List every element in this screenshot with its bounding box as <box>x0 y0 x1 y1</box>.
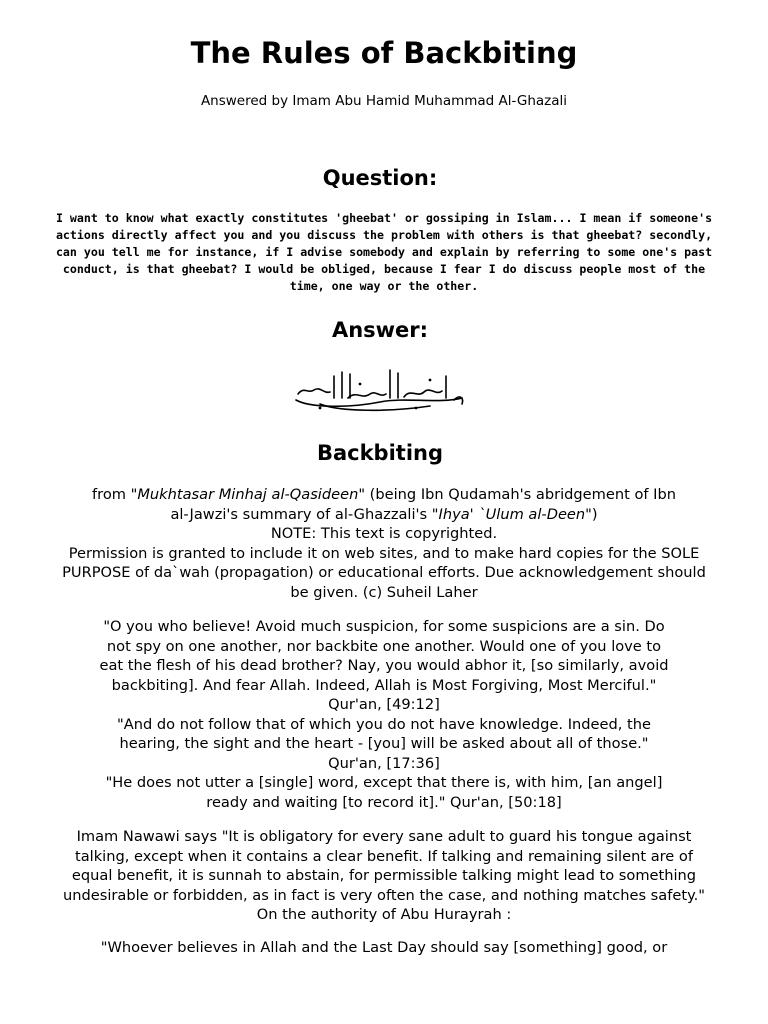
text-span: from " <box>92 486 138 503</box>
copyright-note: NOTE: This text is copyrighted. <box>270 525 498 542</box>
quote-line: "O you who believe! Avoid much suspicion, for some suspicions are a sin. Do <box>103 618 665 635</box>
answer-heading: Answer: <box>331 318 429 342</box>
quote-line: "And do not follow that of which you do not have knowledge. Indeed, the <box>117 715 651 733</box>
text-span: al-Jawzi's summary of al-Ghazzali's " <box>170 505 439 523</box>
question-text <box>45 210 723 295</box>
nawawi-line: equal benefit, it is sunnah to abstain, for permissible talking might lead to something <box>71 867 697 884</box>
quran-quotes <box>40 617 728 812</box>
bismillah-calligraphy <box>290 364 470 414</box>
quote-line: "He does not utter a [single] word, except that there is, with him, [an angel] <box>105 774 663 791</box>
permission-line: PURPOSE of da`wah (propagation) or educational efforts. Due acknowledgement should <box>62 564 706 581</box>
ihya-title: Ihya' `Ulum al-Deen <box>438 505 586 523</box>
nawawi-line: On the authority of Abu Hurayrah : <box>256 906 512 923</box>
question-line: conduct, is that gheebat? I would be obliged, because I fear I do discuss people most of the <box>62 261 706 276</box>
source-note <box>40 485 728 602</box>
text-span: ") <box>585 505 598 523</box>
author-byline: Answered by Imam Abu Hamid Muhammad Al-Ghazali <box>200 93 568 109</box>
question-line: time, one way or the other. <box>289 278 479 293</box>
bismillah-text: بسم الله الرحمن الرحيم <box>374 412 386 413</box>
hadith-line: "Whoever believes in Allah and the Last Day should say [something] good, or <box>100 939 668 956</box>
nawawi-paragraph <box>40 827 728 925</box>
permission-line: Permission is granted to include it on web sites, and to make hard copies for the SOLE <box>68 544 700 562</box>
nawawi-line: talking, except when it contains a clear benefit. If talking and remaining silent are of <box>75 847 693 865</box>
text-span: " (being Ibn Qudamah's abridgement of Ibn <box>358 486 676 503</box>
source-title: Mukhtasar Minhaj al-Qasideen <box>137 486 359 503</box>
hadith-paragraph <box>40 938 728 958</box>
page-title: The Rules of Backbiting <box>190 36 578 70</box>
question-line: actions directly affect you and you discuss the problem with others is that gheebat? secondly, <box>55 227 713 242</box>
permission-line: be given. (c) Suheil Laher <box>290 583 478 601</box>
quote-line: Qur'an, [17:36] <box>328 754 440 772</box>
quote-line: backbiting]. And fear Allah. Indeed, Allah is Most Forgiving, Most Merciful." <box>111 676 657 694</box>
quote-line: eat the flesh of his dead brother? Nay, you would abhor it, [so similarly, avoid <box>99 657 669 674</box>
source-line <box>40 485 728 505</box>
quote-line: not spy on one another, nor backbite one another. Would one of you love to <box>106 637 662 655</box>
source-line <box>40 505 728 525</box>
question-heading: Question: <box>322 166 438 190</box>
question-line: can you tell me for instance, if I advise somebody and explain by referring to some one's past <box>55 244 713 259</box>
nawawi-line: Imam Nawawi says "It is obligatory for every sane adult to guard his tongue against <box>76 828 692 845</box>
quote-line: Qur'an, [49:12] <box>328 696 440 713</box>
question-line: I want to know what exactly constitutes 'gheebat' or gossiping in Islam... I mean if someone's <box>55 211 713 225</box>
quote-line: hearing, the sight and the heart - [you] will be asked about all of those." <box>119 735 649 752</box>
section-heading: Backbiting <box>316 441 444 465</box>
quote-line: ready and waiting [to record it]." Qur'an, [50:18] <box>206 793 562 811</box>
nawawi-line: undesirable or forbidden, as in fact is very often the case, and nothing matches safety." <box>63 886 705 904</box>
